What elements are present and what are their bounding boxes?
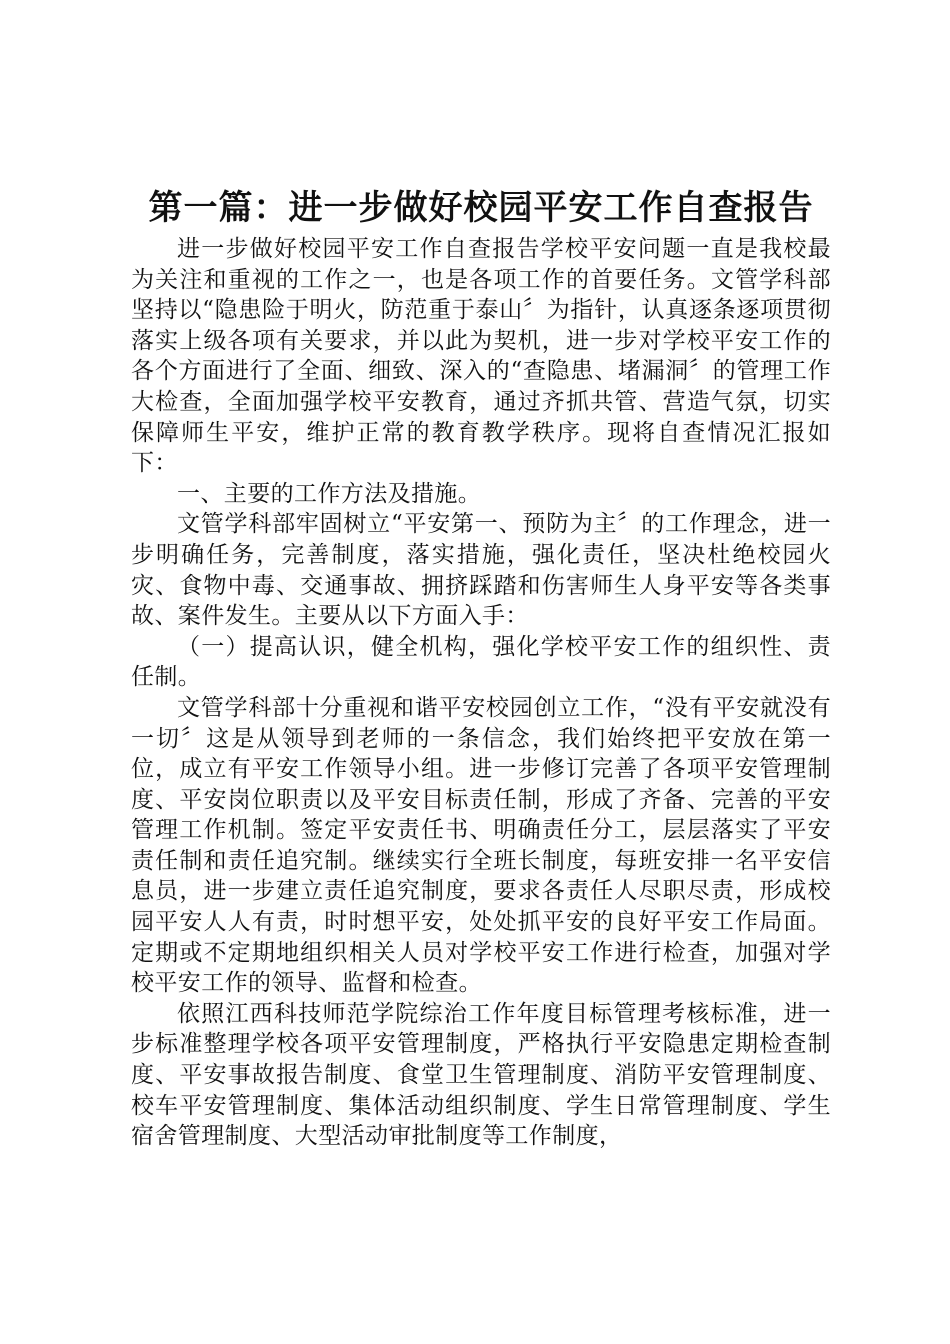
paragraph-concept: 文管学科部牢固树立“平安第一、预防为主〞的工作理念，进一步明确任务，完善制度，落实措施，强化责任，坚决杜绝校园火灾、食物中毒、交通事故、拥挤踩踏和伤害师生人身平安等各类事故、案件发生。主要从以下方面入手： [131,511,831,630]
paragraph-intro: 进一步做好校园平安工作自查报告学校平安问题一直是我校最为关注和重视的工作之一，也是各项工作的首要任务。文管学科部坚持以“隐患险于明火，防范重于泰山〞为指针，认真逐条逐项贯彻落实上级各项有关要求，并以此为契机，进一步对学校平安工作的各个方面进行了全面、细致、深入的“查隐患、堵漏洞〞的管理工作大检查，全面加强学校平安教育，通过齐抓共管、营造气氛，切实保障师生平安，维护正常的教育教学秩序。现将自查情况汇报如下： [131,236,831,477]
paragraph-organization: 文管学科部十分重视和谐平安校园创立工作，“没有平安就没有一切〞这是从领导到老师的一条信念，我们始终把平安放在第一位，成立有平安工作领导小组。进一步修订完善了各项平安管理制度、平安岗位职责以及平安目标责任制，形成了齐备、完善的平安管理工作机制。签定平安责任书、明确责任分工，层层落实了平安责任制和责任追究制。继续实行全班长制度，每班安排一名平安信息员，进一步建立责任追究制度，要求各责任人尽职尽责，形成校园平安人人有责，时时想平安，处处抓平安的良好平安工作局面。定期或不定期地组织相关人员对学校平安工作进行检查，加强对学校平安工作的领导、监督和检查。 [131,694,831,997]
document-page [131,186,831,1152]
paragraph-regulations: 依照江西科技师范学院综治工作年度目标管理考核标准，进一步标准整理学校各项平安管理制度，严格执行平安隐患定期检查制度、平安事故报告制度、食堂卫生管理制度、消防平安管理制度、校车平安管理制度、集体活动组织制度、学生日常管理制度、学生宿舍管理制度、大型活动审批制度等工作制度， [131,1000,831,1150]
subsection-heading-1: （一）提高认识，健全机构，强化学校平安工作的组织性、责任制。 [131,633,831,691]
section-heading-methods: 一、主要的工作方法及措施。 [177,480,482,507]
document-title: 第一篇：进一步做好校园平安工作自查报告 [148,188,814,228]
